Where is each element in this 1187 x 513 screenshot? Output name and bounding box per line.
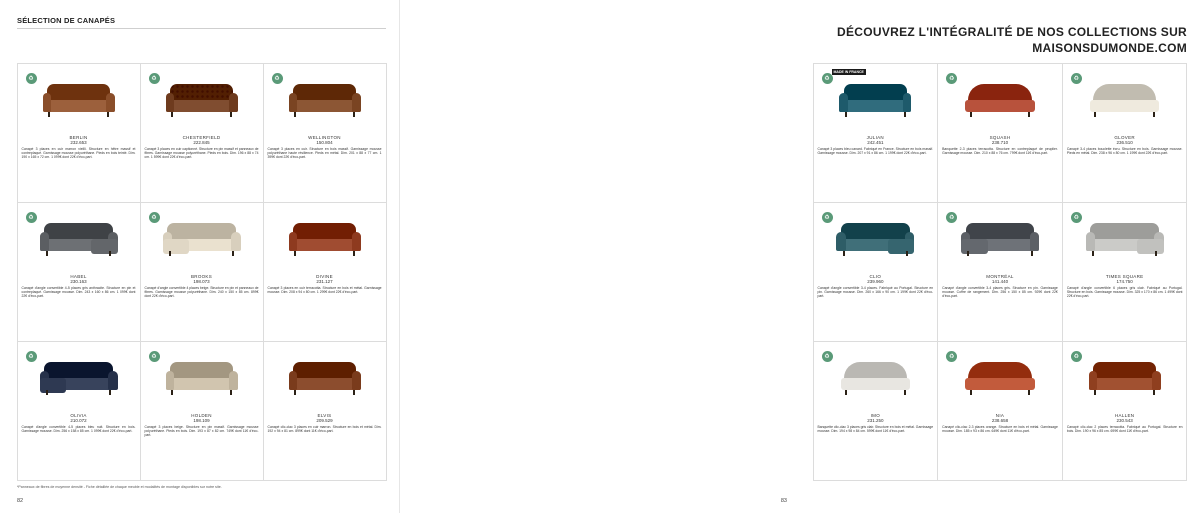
sofa-illustration [166, 359, 238, 399]
sofa-illustration [1089, 359, 1161, 399]
product-reference: 222.845 [193, 139, 210, 145]
sofa-arm [1030, 232, 1039, 251]
product-card[interactable] [17, 341, 141, 481]
sofa-arm [108, 371, 117, 390]
product-reference: 231.250 [867, 417, 884, 423]
product-name: DIVINE [316, 273, 333, 279]
eco-leaf-icon: ♻ [26, 73, 37, 84]
product-name: HABEL [70, 273, 87, 279]
page-number-left: 82 [17, 498, 24, 504]
sofa-leg [294, 251, 296, 257]
sofa-illustration [839, 359, 911, 399]
sofa-leg [1031, 251, 1033, 257]
headline-line1: DÉCOUVREZ L'INTÉGRALITÉ DE NOS COLLECTIONS SUR [837, 25, 1187, 39]
sofa-illustration [166, 81, 238, 121]
sofa-illustration [163, 220, 241, 260]
sofa-seat [290, 378, 359, 390]
sofa-leg [1153, 112, 1155, 118]
sofa-chaise [888, 239, 915, 254]
product-card[interactable] [937, 341, 1063, 481]
product-reference: 209.529 [316, 417, 333, 423]
left-page [0, 0, 400, 513]
sofa-leg [1092, 251, 1094, 257]
product-card[interactable] [140, 202, 264, 342]
right-page [400, 0, 1187, 513]
sofa-arm [231, 232, 240, 251]
sofa-leg [230, 390, 232, 396]
eco-leaf-icon: ♻ [149, 212, 160, 223]
sofa-chaise [961, 239, 988, 254]
sofa-leg [353, 390, 355, 396]
sofa-leg [353, 251, 355, 257]
product-photo[interactable] [942, 345, 1058, 413]
eco-leaf-icon: ♻ [822, 351, 833, 362]
sofa-arm [229, 371, 238, 390]
product-reference: 198.073 [193, 278, 210, 284]
sofa-arm [43, 93, 52, 112]
product-reference: 230.163 [70, 278, 87, 284]
product-name: ELVIS [317, 412, 332, 418]
product-name: BROOKS [190, 273, 213, 279]
product-reference: 242.451 [867, 139, 884, 145]
sofa-illustration [1089, 81, 1161, 121]
eco-leaf-icon: ♻ [149, 351, 160, 362]
product-reference: 236.510 [1116, 139, 1133, 145]
eco-leaf-icon: ♻ [26, 212, 37, 223]
title-divider [17, 28, 386, 29]
sofa-arm [839, 93, 848, 112]
product-photo[interactable] [268, 345, 382, 413]
sofa-arm [1152, 371, 1161, 390]
sofa-leg [970, 390, 972, 396]
product-description: Canapé 3 places en cuir terracotta. Structure en bois et métal. Garnissage mousse. Dim. 208 x 94 x 80 cm. 1 299€ dont 22€ d'éco-part. [267, 285, 382, 294]
product-card[interactable] [17, 63, 141, 203]
sofa-arm [352, 371, 361, 390]
eco-leaf-icon: ♻ [149, 73, 160, 84]
product-card[interactable] [1062, 63, 1187, 203]
sofa-arm [166, 93, 175, 112]
sofa-illustration [964, 81, 1036, 121]
product-photo[interactable] [1067, 67, 1183, 135]
sofa-seat [290, 239, 359, 251]
sofa-illustration [289, 81, 361, 121]
eco-leaf-icon: ♻ [1071, 351, 1082, 362]
product-reference: 231.127 [316, 278, 333, 284]
sofa-leg [107, 112, 109, 118]
sofa-arm [289, 371, 298, 390]
eco-leaf-icon: ♻ [26, 351, 37, 362]
product-photo[interactable] [942, 67, 1058, 135]
sofa-seat [167, 100, 236, 112]
product-reference: 238.658 [991, 417, 1009, 423]
sofa-arm [352, 93, 361, 112]
product-card[interactable] [140, 63, 264, 203]
product-name: TIMES SQUARE [1105, 273, 1144, 279]
sofa-seat [841, 378, 910, 390]
sofa-leg [46, 251, 48, 257]
sofa-arm [352, 232, 361, 251]
sofa-arm [1089, 371, 1098, 390]
sofa-leg [904, 112, 906, 118]
sofa-leg [1155, 251, 1157, 257]
sofa-leg [232, 251, 234, 257]
eco-leaf-icon: ♻ [272, 73, 283, 84]
section-title: SÉLECTION DE CANAPÉS [17, 16, 116, 25]
eco-leaf-icon: ♻ [946, 73, 957, 84]
sofa-arm [289, 93, 298, 112]
sofa-leg [1094, 112, 1096, 118]
sofa-arm [166, 371, 175, 390]
sofa-leg [1094, 390, 1096, 396]
sofa-chaise [163, 239, 190, 254]
product-description: Canapé d'angle convertible 6 places gris clair. Fabriqué au Portugal. Structure en bois. Garnissage mousse. Dim. 325 x 170 x 86 cm. 1 499€ dont 22€ d'éco-part. [1066, 285, 1183, 299]
product-card[interactable] [140, 341, 264, 481]
sofa-seat [965, 378, 1034, 390]
product-card[interactable] [937, 63, 1063, 203]
eco-leaf-icon: ♻ [822, 73, 833, 84]
sofa-leg [109, 251, 111, 257]
product-name: CHESTERFIELD [182, 134, 221, 140]
sofa-leg [1028, 390, 1030, 396]
sofa-leg [171, 112, 173, 118]
product-card[interactable] [1062, 202, 1187, 342]
sofa-illustration [40, 220, 118, 260]
sofa-seat [1090, 100, 1159, 112]
sofa-illustration [289, 220, 361, 260]
sofa-illustration [961, 220, 1039, 260]
product-photo[interactable] [145, 67, 259, 135]
sofa-seat [965, 100, 1034, 112]
sofa-leg [1028, 112, 1030, 118]
product-name: HOLDEN [191, 412, 212, 418]
sofa-leg [171, 390, 173, 396]
product-photo[interactable] [818, 206, 934, 274]
product-reference: 141.440 [991, 278, 1009, 284]
sofa-illustration [1086, 220, 1164, 260]
sofa-illustration [289, 359, 361, 399]
sofa-chaise [40, 378, 67, 393]
sofa-arm [836, 232, 845, 251]
sofa-seat [167, 378, 236, 390]
sofa-chaise [91, 239, 118, 254]
product-reference: 210.072 [70, 417, 87, 423]
sofa-leg [906, 251, 908, 257]
product-photo[interactable] [268, 67, 382, 135]
product-photo[interactable] [22, 345, 136, 413]
sofa-leg [843, 251, 845, 257]
product-card[interactable] [263, 63, 387, 203]
product-name: SQUASH [989, 134, 1011, 140]
sofa-chaise [1137, 239, 1164, 254]
product-name: JULIAN [866, 134, 884, 140]
product-description: Canapé d'angle convertible 4-5 places gris anthracite. Structure en pin et contreplaqué. Garnissage mousse. Dim. 243 x 160 x 86 cm. 1 099€ dont 22€ d'éco-part. [21, 285, 136, 299]
product-description: Canapé d'angle convertible 3-4 places. Fabriqué au Portugal. Structure en pin. Garnissage mousse. Dim. 260 x 166 x 90 cm. 1 199€ dont 22€ d'éco-part. [817, 285, 934, 299]
product-description: Canapé clic-clac 2-3 places orange. Structure en bois et métal. Garnissage mousse. Dim. 185 x 93 x 86 cm. 649€ dont 11€ d'éco-part. [942, 424, 1058, 433]
product-reference: 239.960 [867, 278, 884, 284]
product-description: Canapé 3 places en cuir. Structure en bois massif. Garnissage mousse polyuréthane haute résilience. Pieds en métal. Dim. 201 x 88 x 77 cm. 1 399€ dont 22€ d'éco-part. [267, 146, 382, 160]
eco-leaf-icon: ♻ [822, 212, 833, 223]
page-number-right: 83 [780, 498, 787, 504]
product-card[interactable] [937, 202, 1063, 342]
product-name: IMO [870, 412, 881, 418]
product-card[interactable] [263, 202, 387, 342]
product-reference: 230.543 [1116, 417, 1133, 423]
product-card[interactable] [813, 202, 939, 342]
headline [813, 25, 1187, 55]
sofa-leg [169, 251, 171, 257]
sofa-leg [845, 112, 847, 118]
sofa-arm [106, 93, 115, 112]
product-photo[interactable] [818, 67, 934, 135]
product-reference: 150.804 [316, 139, 333, 145]
product-reference: 238.710 [991, 139, 1009, 145]
product-photo[interactable] [818, 345, 934, 413]
product-description: Canapé 3-4 places bouclette écru. Structure en bois. Garnissage mousse. Pieds en métal. Dim. 238 x 96 x 80 cm. 1 199€ dont 22€ d'éco-part. [1066, 146, 1183, 155]
sofa-leg [109, 390, 111, 396]
product-card[interactable] [263, 341, 387, 481]
product-name: GLOVER [1114, 134, 1135, 140]
product-photo[interactable] [145, 345, 259, 413]
sofa-leg [904, 390, 906, 396]
product-description: Canapé 3 places en cuir marron vieilli. Structure en hêtre massif et contreplaqué. Garnissage mousse polyuréthane. Pieds en bois teinté. Dim. 190 x 165 x 72 cm. 1 099€ dont 22€ d'éco-part. [21, 146, 136, 160]
sofa-seat [290, 100, 359, 112]
sofa-illustration [43, 81, 115, 121]
sofa-illustration [40, 359, 118, 399]
product-photo[interactable] [268, 206, 382, 274]
product-description: Canapé d'angle convertible 4 places beige. Structure en pin et panneaux de fibres. Garnissage mousse polyuréthane. Dim. 240 x 150 x 85 cm. 899€ dont 22€ d'éco-part. [144, 285, 259, 299]
eco-leaf-icon: ♻ [1071, 73, 1082, 84]
sofa-seat [841, 100, 910, 112]
sofa-seat [1090, 378, 1159, 390]
sofa-leg [353, 112, 355, 118]
product-name: MONTRÉAL [986, 273, 1014, 279]
product-name: NIA [995, 412, 1005, 418]
sofa-leg [46, 390, 48, 396]
product-description: Banquette clic-clac 3 places gris clair. Structure en bois et métal. Garnissage mousse. Dim. 194 x 98 x 84 cm. 599€ dont 11€ d'éco-part. [817, 424, 934, 433]
sofa-leg [294, 112, 296, 118]
product-photo[interactable] [942, 206, 1058, 274]
product-description: Canapé d'angle convertible 4-5 places bleu nuit. Structure en bois. Garnissage mousse. Dim. 256 x 158 x 85 cm. 1 099€ dont 22€ d'éco-part. [21, 424, 136, 433]
sofa-seat [44, 100, 113, 112]
product-card[interactable] [17, 202, 141, 342]
product-reference: 232.653 [70, 139, 87, 145]
sofa-leg [230, 112, 232, 118]
sofa-arm [229, 93, 238, 112]
sofa-illustration [839, 81, 911, 121]
sofa-leg [967, 251, 969, 257]
product-photo[interactable] [1067, 345, 1183, 413]
product-grid-right [813, 63, 1187, 480]
sofa-leg [48, 112, 50, 118]
sofa-arm [40, 232, 49, 251]
product-description: Canapé clic-clac 2 places terracotta. Fabriqué au Portugal. Structure en bois. Dim. 190 x 96 x 85 cm. 699€ dont 11€ d'éco-part. [1066, 424, 1183, 433]
eco-leaf-icon: ♻ [946, 351, 957, 362]
sofa-illustration [836, 220, 914, 260]
sofa-leg [1153, 390, 1155, 396]
product-card[interactable] [1062, 341, 1187, 481]
sofa-leg [294, 390, 296, 396]
eco-leaf-icon: ♻ [946, 212, 957, 223]
product-card[interactable] [813, 63, 939, 203]
product-card[interactable] [813, 341, 939, 481]
product-description: Canapé clic-clac 3 places en cuir marron. Structure en bois et métal. Dim. 192 x 94 x 81 cm. 899€ dont 11€ d'éco-part. [267, 424, 382, 433]
sofa-leg [845, 390, 847, 396]
sofa-leg [970, 112, 972, 118]
eco-leaf-icon: ♻ [1071, 212, 1082, 223]
product-name: BERLIN [69, 134, 88, 140]
product-description: Banquette 2-3 places terracotta. Structure en contreplaqué de peuplier. Garnissage mousse. Dim. 210 x 88 x 76 cm. 799€ dont 11€ d'éco-part. [942, 146, 1058, 155]
product-grid-left [17, 63, 386, 480]
product-photo[interactable] [145, 206, 259, 274]
product-name: WELLINGTON [308, 134, 341, 140]
product-description: Canapé 3 places beige. Structure en pin massif. Garnissage mousse polyuréthane. Pieds en bois. Dim. 193 x 87 x 82 cm. 749€ dont 11€ d'éco-part. [144, 424, 259, 438]
sofa-arm [903, 93, 912, 112]
made-in-france-badge: MADE IN FRANCE [833, 69, 864, 74]
product-name: OLIVIA [70, 412, 87, 418]
product-reference: 198.109 [193, 417, 210, 423]
product-description: Canapé d'angle convertible 3-4 places gris. Structure en pin. Garnissage mousse. Coffre de rangement. Dim. 256 x 150 x 85 cm. 929€ dont 22€ d'éco-part. [942, 285, 1058, 299]
website-link[interactable]: MAISONSDUMONDE.COM [1032, 41, 1187, 55]
product-description: Canapé 3 places en cuir capitonné. Structure en pin massif et panneaux de fibres. Garnissage mousse polyuréthane. Pieds en bois. Dim. 196 x 88 x 74 cm. 1 599€ dont 22€ d'éco-part. [144, 146, 259, 160]
sofa-arm [1086, 232, 1095, 251]
sofa-arm [289, 232, 298, 251]
product-photo[interactable] [22, 67, 136, 135]
product-name: CLIO [869, 273, 882, 279]
product-reference: 174.750 [1116, 278, 1133, 284]
sofa-illustration [964, 359, 1036, 399]
product-photo[interactable] [22, 206, 136, 274]
product-name: HALLEN [1115, 412, 1135, 418]
footnote: *Panneaux de fibres de moyenne densité - Fiche détaillée de chaque meuble et modalités de montage disponibles sur notre site. [17, 485, 222, 489]
product-description: Canapé 3 places bleu canard. Fabriqué en France. Structure en bois massif. Garnissage mousse. Dim. 207 x 91 x 86 cm. 1 199€ dont 22€ d'éco-part. [817, 146, 934, 155]
product-photo[interactable] [1067, 206, 1183, 274]
